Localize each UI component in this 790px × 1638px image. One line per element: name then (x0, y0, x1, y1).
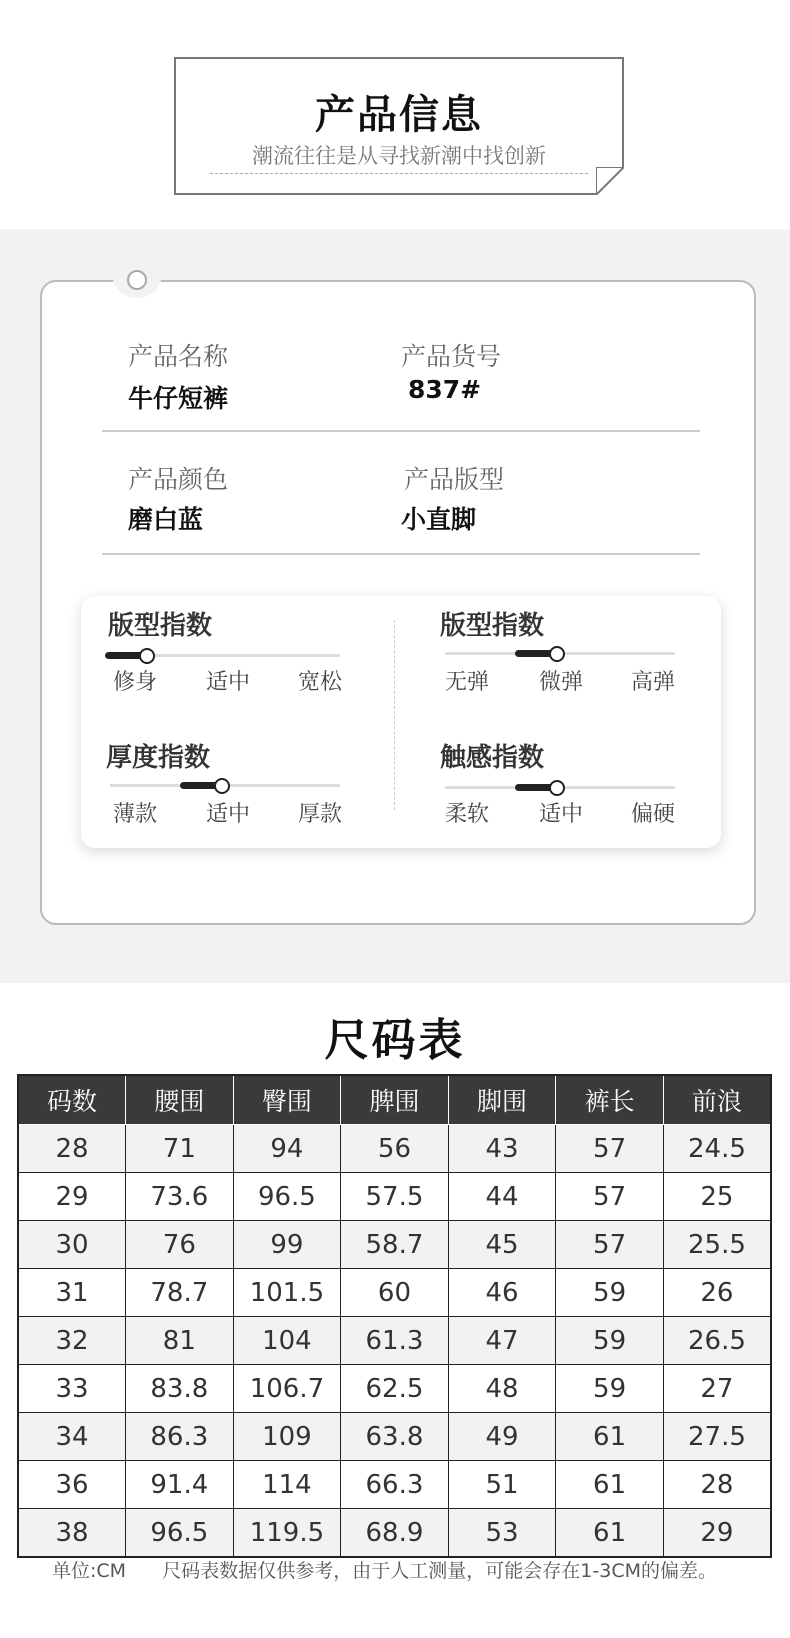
table-header-cell: 腰围 (126, 1075, 234, 1125)
table-cell: 104 (233, 1317, 341, 1365)
header-card (174, 57, 624, 195)
table-cell: 25.5 (663, 1221, 771, 1269)
table-cell: 86.3 (126, 1413, 234, 1461)
divider (394, 620, 395, 810)
table-cell: 96.5 (126, 1509, 234, 1558)
table-row (18, 1269, 771, 1317)
table-row (18, 1413, 771, 1461)
table-cell: 32 (18, 1317, 126, 1365)
table-cell: 46 (448, 1269, 556, 1317)
index-tick: 修身 (112, 670, 157, 695)
table-cell: 28 (18, 1125, 126, 1173)
table-cell: 38 (18, 1509, 126, 1558)
color-value: 磨白蓝 (128, 505, 204, 534)
table-cell: 29 (18, 1173, 126, 1221)
index-tick: 无弹 (444, 670, 489, 695)
table-cell: 59 (556, 1269, 664, 1317)
fit-label: 产品版型 (404, 465, 505, 494)
table-cell: 96.5 (233, 1173, 341, 1221)
sku-value: 837# (408, 375, 482, 404)
table-cell: 34 (18, 1413, 126, 1461)
page-title: 产品信息 (315, 92, 483, 138)
name-value: 牛仔短裤 (128, 384, 229, 413)
table-cell: 61 (556, 1461, 664, 1509)
index-tick: 宽松 (297, 670, 342, 695)
table-row (18, 1365, 771, 1413)
table-cell: 83.8 (126, 1365, 234, 1413)
index-tick: 适中 (205, 670, 250, 695)
footnote: 单位:CM 尺码表数据仅供参考，由于人工测量，可能会存在1-3CM的偏差。 (52, 1560, 717, 1582)
table-cell: 24.5 (663, 1125, 771, 1173)
table-row (18, 1173, 771, 1221)
table-cell: 91.4 (126, 1461, 234, 1509)
table-header-cell: 裤长 (556, 1075, 664, 1125)
table-cell: 61 (556, 1413, 664, 1461)
table-cell: 51 (448, 1461, 556, 1509)
size-chart-title: 尺码表 (324, 1015, 466, 1066)
divider (210, 173, 588, 174)
index-tick: 薄款 (112, 802, 157, 827)
table-cell: 73.6 (126, 1173, 234, 1221)
divider (102, 430, 700, 432)
index-title: 厚度指数 (106, 743, 211, 773)
table-cell: 57 (556, 1221, 664, 1269)
index-tick: 高弹 (630, 670, 675, 695)
table-cell: 61.3 (341, 1317, 449, 1365)
index-tick: 厚款 (297, 802, 342, 827)
index-level-knob (549, 780, 565, 796)
table-row (18, 1125, 771, 1173)
index-tick: 适中 (205, 802, 250, 827)
table-cell: 44 (448, 1173, 556, 1221)
table-cell: 31 (18, 1269, 126, 1317)
table-cell: 26.5 (663, 1317, 771, 1365)
page-fold-icon (596, 167, 624, 195)
table-header-cell: 码数 (18, 1075, 126, 1125)
table-header-cell: 臀围 (233, 1075, 341, 1125)
table-cell: 57 (556, 1125, 664, 1173)
table-cell: 101.5 (233, 1269, 341, 1317)
table-cell: 28 (663, 1461, 771, 1509)
table-cell: 49 (448, 1413, 556, 1461)
index-tick: 柔软 (444, 802, 489, 827)
table-row (18, 1221, 771, 1269)
table-header-cell: 前浪 (663, 1075, 771, 1125)
index-tick: 适中 (538, 802, 583, 827)
table-cell: 68.9 (341, 1509, 449, 1558)
table-cell: 47 (448, 1317, 556, 1365)
name-label: 产品名称 (128, 342, 229, 371)
table-cell: 63.8 (341, 1413, 449, 1461)
table-cell: 106.7 (233, 1365, 341, 1413)
hang-ring-icon (127, 270, 147, 290)
size-table (17, 1074, 772, 1558)
table-row (18, 1317, 771, 1365)
table-cell: 27.5 (663, 1413, 771, 1461)
table-cell: 66.3 (341, 1461, 449, 1509)
table-cell: 43 (448, 1125, 556, 1173)
index-level-knob (214, 778, 230, 794)
table-cell: 78.7 (126, 1269, 234, 1317)
index-tick: 微弹 (538, 670, 583, 695)
index-level-knob (549, 646, 565, 662)
table-cell: 29 (663, 1509, 771, 1558)
table-cell: 59 (556, 1365, 664, 1413)
table-cell: 36 (18, 1461, 126, 1509)
table-cell: 53 (448, 1509, 556, 1558)
index-tick: 偏硬 (630, 802, 675, 827)
table-cell: 62.5 (341, 1365, 449, 1413)
index-level-knob (139, 648, 155, 664)
table-cell: 33 (18, 1365, 126, 1413)
table-cell: 48 (448, 1365, 556, 1413)
table-row (18, 1461, 771, 1509)
table-cell: 61 (556, 1509, 664, 1558)
table-cell: 76 (126, 1221, 234, 1269)
table-cell: 56 (341, 1125, 449, 1173)
table-row (18, 1509, 771, 1558)
table-cell: 81 (126, 1317, 234, 1365)
sku-label: 产品货号 (401, 342, 502, 371)
table-cell: 27 (663, 1365, 771, 1413)
table-header-row (18, 1075, 771, 1125)
table-header-cell: 脾围 (341, 1075, 449, 1125)
table-cell: 58.7 (341, 1221, 449, 1269)
table-cell: 71 (126, 1125, 234, 1173)
index-title: 触感指数 (440, 743, 545, 773)
table-cell: 26 (663, 1269, 771, 1317)
table-cell: 57 (556, 1173, 664, 1221)
table-cell: 114 (233, 1461, 341, 1509)
table-header-cell: 脚围 (448, 1075, 556, 1125)
table-cell: 45 (448, 1221, 556, 1269)
table-cell: 119.5 (233, 1509, 341, 1558)
color-label: 产品颜色 (128, 465, 229, 494)
divider (102, 553, 700, 555)
index-title: 版型指数 (440, 611, 545, 641)
index-title: 版型指数 (108, 611, 213, 641)
page-subtitle: 潮流往往是从寻找新潮中找创新 (252, 144, 546, 168)
table-cell: 25 (663, 1173, 771, 1221)
table-cell: 94 (233, 1125, 341, 1173)
table-cell: 57.5 (341, 1173, 449, 1221)
table-cell: 30 (18, 1221, 126, 1269)
table-cell: 99 (233, 1221, 341, 1269)
table-cell: 60 (341, 1269, 449, 1317)
table-cell: 109 (233, 1413, 341, 1461)
table-cell: 59 (556, 1317, 664, 1365)
fit-value: 小直脚 (401, 505, 477, 534)
